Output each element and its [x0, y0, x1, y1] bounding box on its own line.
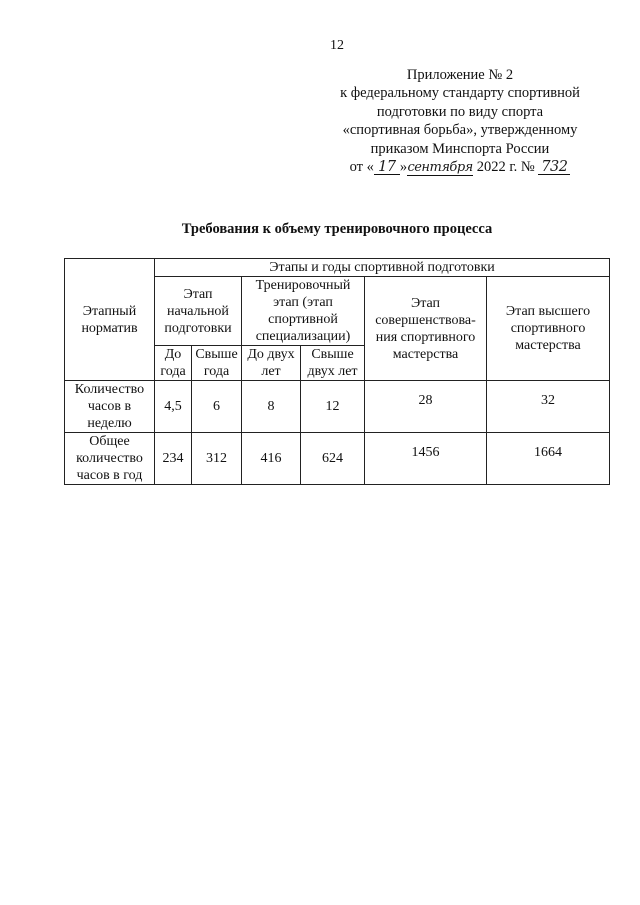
appendix-header: [318, 66, 602, 176]
table-cell: [365, 433, 487, 485]
table-cell: 12: [301, 381, 365, 433]
handwritten-order-number: 732: [538, 160, 570, 175]
appendix-line-2: к федеральному стандарту спортивной: [340, 85, 580, 102]
table-cell: 6: [192, 381, 242, 433]
table-cell: 312: [192, 433, 242, 485]
row-label-hours-per-week: Количество часов в неделю: [65, 381, 155, 433]
year-initial-2-cell: Свыше года: [192, 346, 242, 381]
table-cell: 234: [155, 433, 192, 485]
cell-value: 32: [541, 393, 556, 408]
appendix-date-line: [318, 158, 602, 176]
cell-value: 1664: [534, 445, 563, 460]
table-header-row: [65, 259, 610, 277]
table-cell: 624: [301, 433, 365, 485]
appendix-line-4: «спортивная борьба», утвержденному: [342, 122, 578, 139]
year-initial-1-cell: До года: [155, 346, 192, 381]
cell-value: 1456: [411, 445, 440, 460]
date-year: 2022 г. №: [476, 159, 535, 176]
handwritten-month: сентября: [407, 160, 473, 176]
stage-training-cell: Тренировочный этап (этап спортивной специализации): [242, 277, 365, 346]
appendix-line-5: приказом Минспорта России: [370, 140, 550, 157]
norm-header-cell: Этапный норматив: [65, 259, 155, 381]
row-label-hours-per-year: Общее количество часов в год: [65, 433, 155, 485]
table-cell: [365, 381, 487, 433]
requirements-table: [64, 258, 610, 485]
table-row: [65, 381, 610, 433]
date-mid: »: [399, 159, 408, 176]
table-cell: 8: [242, 381, 301, 433]
appendix-title: Приложение № 2: [406, 67, 514, 83]
table-cell: [487, 433, 610, 485]
date-prefix: от «: [349, 159, 374, 176]
table-cell: 416: [242, 433, 301, 485]
group-header-cell: Этапы и годы спортивной подготовки: [155, 259, 610, 277]
table-cell: 4,5: [155, 381, 192, 433]
appendix-line-3: подготовки по виду спорта: [376, 103, 544, 120]
stage-initial-cell: Этап начальной подготовки: [155, 277, 242, 346]
year-training-1-cell: До двух лет: [242, 346, 301, 381]
table-row: [65, 433, 610, 485]
page-number: 12: [330, 38, 344, 53]
year-training-2-cell: Свыше двух лет: [301, 346, 365, 381]
handwritten-day: 17: [374, 160, 400, 175]
stage-highest-cell: Этап высшего спортивного мастерства: [487, 277, 610, 381]
cell-value: 28: [418, 393, 433, 408]
document-title: Требования к объему тренировочного процесса: [181, 221, 493, 237]
stage-improvement-cell: Этап совершенствова-ния спортивного мастерства: [365, 277, 487, 381]
table-cell: [487, 381, 610, 433]
